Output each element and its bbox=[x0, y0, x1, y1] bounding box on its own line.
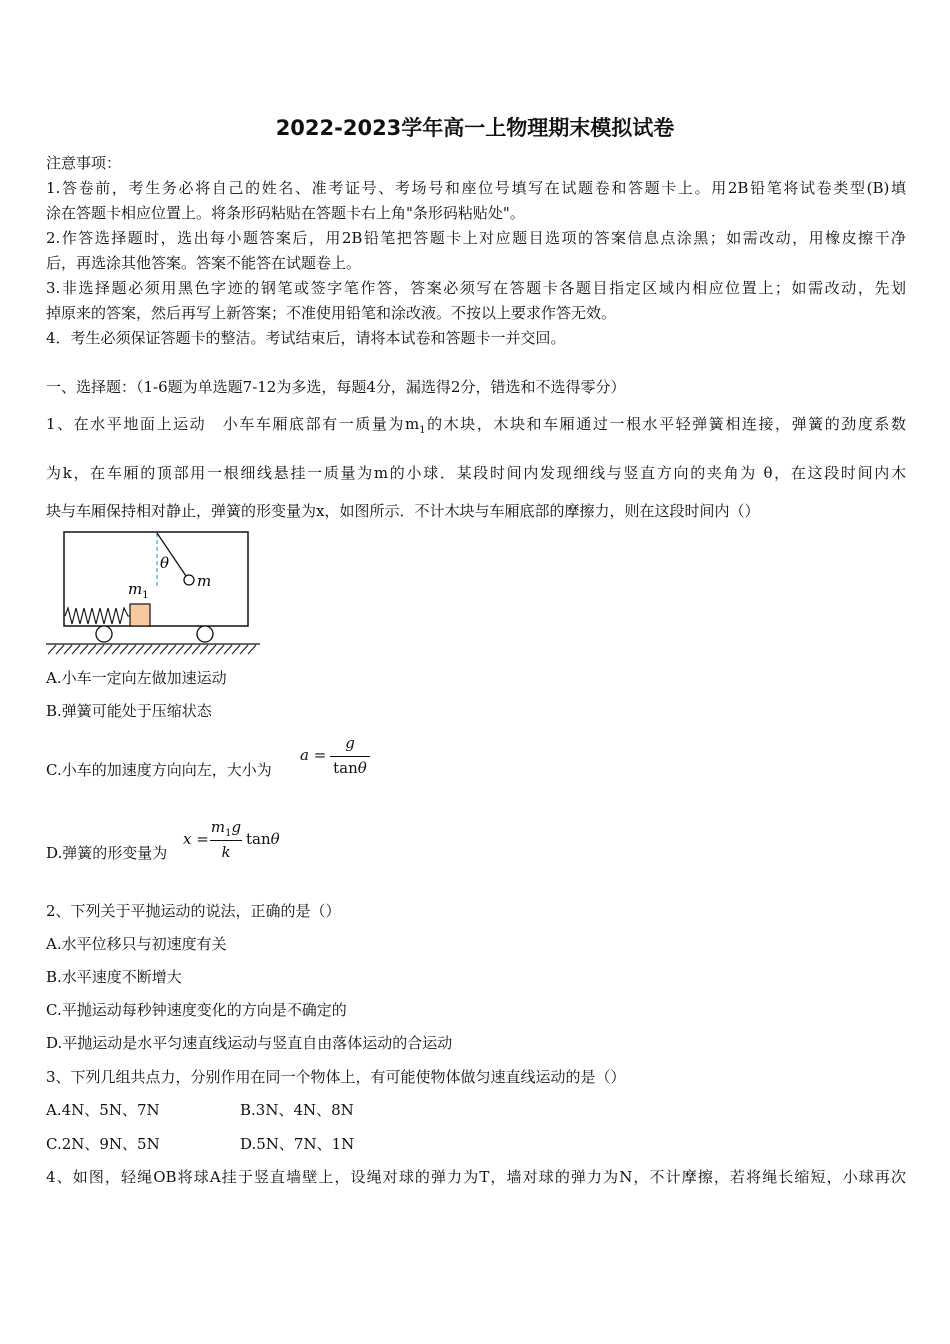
q1-option-b: B.弹簧可能处于压缩状态 bbox=[46, 702, 212, 720]
ground-hatching bbox=[48, 645, 256, 654]
q2-stem: 2、下列关于平抛运动的说法，正确的是（） bbox=[46, 902, 341, 920]
theta-label: θ bbox=[160, 554, 170, 572]
notice-line: 2.作答选择题时，选出每小题答案后，用2B铅笔把答题卡上对应题目选项的答案信息点涂黑；如需改动，用橡皮擦干净 bbox=[46, 229, 906, 247]
q3-option-d: D.5N、7N、1N bbox=[240, 1135, 355, 1153]
q1-option-c-formula: a = g tanθ bbox=[300, 734, 380, 784]
spring bbox=[65, 608, 130, 624]
q3-option-a: A.4N、5N、7N bbox=[46, 1101, 160, 1119]
section-heading: 一、选择题：（1-6题为单选题7-12为多选，每题4分，漏选得2分，错选和不选得零分） bbox=[46, 378, 626, 396]
q1-cart-figure bbox=[44, 528, 264, 658]
ball-mass-label: m bbox=[197, 572, 212, 590]
ball bbox=[184, 575, 194, 585]
block bbox=[130, 604, 150, 626]
q3-stem: 3、下列几组共点力，分别作用在同一个物体上，有可能使物体做匀速直线运动的是（） bbox=[46, 1068, 626, 1086]
q1-option-c: C.小车的加速度方向向左，大小为 bbox=[46, 761, 272, 779]
q2-option-c: C.平抛运动每秒钟速度变化的方向是不确定的 bbox=[46, 1001, 347, 1019]
q1-option-d-formula: x = $m_1g$ k tanθ bbox=[183, 818, 280, 861]
q2-option-b: B.水平速度不断增大 bbox=[46, 968, 182, 986]
notice-line: 后，再选涂其他答案。答案不能答在试题卷上。 bbox=[46, 254, 362, 272]
wheel-left bbox=[96, 626, 112, 642]
notice-line: 3.非选择题必须用黑色字迹的钢笔或签字笔作答，答案必须写在答题卡各题目指定区域内相应位置上；如需改动，先划 bbox=[46, 279, 906, 297]
q1-stem-line2: 为k，在车厢的顶部用一根细线悬挂一质量为m的小球．某段时间内发现细线与竖直方向的夹角为 θ，在这段时间内木 bbox=[46, 464, 906, 482]
notice-line: 1.答卷前，考生务必将自己的姓名、准考证号、考场号和座位号填写在试题卷和答题卡上。用2B铅笔将试卷类型(B)填 bbox=[46, 179, 906, 197]
notice-line: 涂在答题卡相应位置上。将条形码粘贴在答题卡右上角"条形码粘贴处"。 bbox=[46, 204, 525, 222]
notice-line: 掉原来的答案，然后再写上新答案；不准使用铅笔和涂改液。不按以上要求作答无效。 bbox=[46, 304, 617, 322]
wheel-right bbox=[197, 626, 213, 642]
q1-option-a: A.小车一定向左做加速运动 bbox=[46, 669, 227, 687]
cart-body bbox=[64, 532, 248, 626]
q1-option-d: D.弹簧的形变量为 bbox=[46, 844, 168, 862]
q1-stem-line1: 1、在水平地面上运动 小车车厢底部有一质量为$m_1$的木块，木块和车厢通过一根水平轻弹簧相连接，弹簧的劲度系数 bbox=[46, 415, 906, 436]
q2-option-a: A.水平位移只与初速度有关 bbox=[46, 935, 227, 953]
notice-line: 4．考生必须保证答题卡的整洁。考试结束后，请将本试卷和答题卡一并交回。 bbox=[46, 329, 566, 347]
q4-stem: 4、如图，轻绳OB将球A挂于竖直墙壁上，设绳对球的弹力为T，墙对球的弹力为N，不计摩擦，若将绳长缩短，小球再次 bbox=[46, 1168, 906, 1186]
q1-stem-line3: 块与车厢保持相对静止，弹簧的形变量为x，如图所示．不计木块与车厢底部的摩擦力，则在这段时间内（） bbox=[46, 502, 760, 520]
notice-heading: 注意事项： bbox=[46, 154, 122, 172]
page-title: 2022-2023学年高一上物理期末模拟试卷 bbox=[275, 116, 675, 140]
q3-option-c: C.2N、9N、5N bbox=[46, 1135, 160, 1153]
block-mass-label: $m_1$ bbox=[128, 580, 149, 601]
q3-option-b: B.3N、4N、8N bbox=[240, 1101, 354, 1119]
q2-option-d: D.平抛运动是水平匀速直线运动与竖直自由落体运动的合运动 bbox=[46, 1034, 453, 1052]
